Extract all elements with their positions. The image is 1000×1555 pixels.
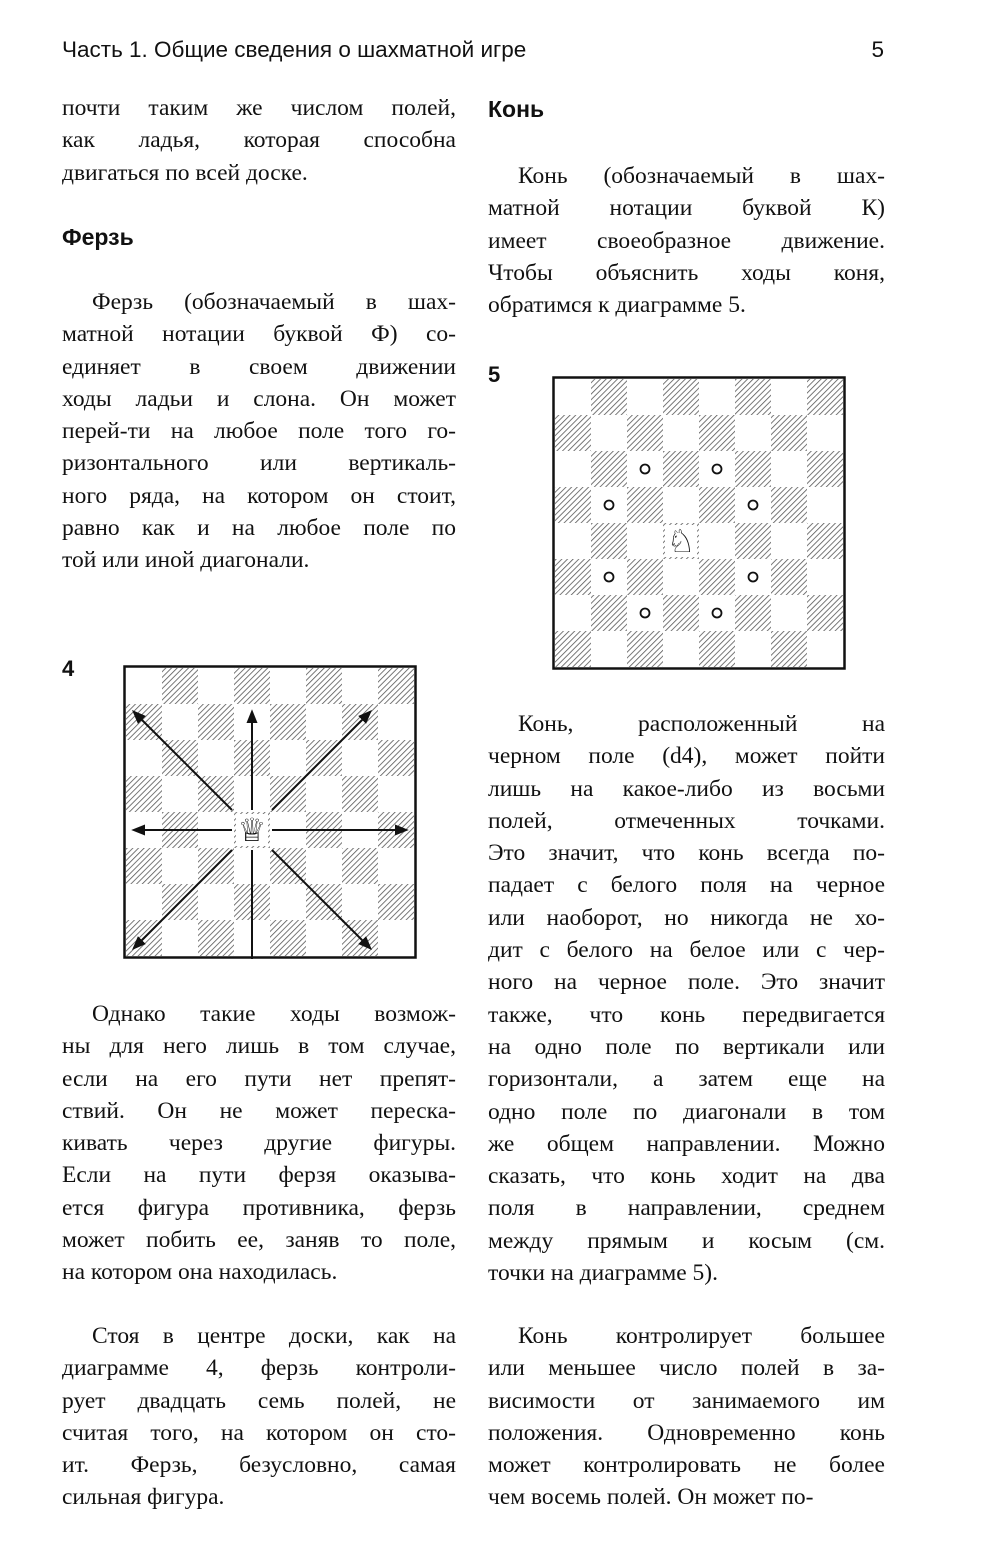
text-line: единяет в своем движении [62,353,456,380]
dark-square [342,848,378,884]
dark-square [555,415,591,451]
dark-square [771,487,807,523]
dark-square [663,595,699,631]
queen-center-paragraph [62,1320,456,1514]
dark-square [270,920,306,956]
text-line: Ферзь (обозначаемый в шах- [92,289,456,315]
text-line: Конь контролирует большее [518,1323,885,1349]
marked-square-dot [641,609,650,618]
dark-square [627,415,663,451]
running-head [62,32,884,68]
marked-square-dot [605,573,614,582]
text-line: висимости от занимаемого им [488,1387,885,1414]
marked-square-dot [605,501,614,510]
knight-icon: ♘ [666,522,696,560]
text-line: одно поле по диагонали в том [488,1098,885,1125]
text-line: ствий. Он не может переска- [62,1097,456,1124]
dark-square [699,487,735,523]
dark-square [699,415,735,451]
text-line: Чтобы объяснить ходы коня, [488,259,885,286]
dark-square [591,595,627,631]
dark-square [198,704,234,740]
text-line: полей, отмеченных точками. [488,807,885,834]
text-line: горизонтали, а затем еще на [488,1066,885,1093]
diagram-5-board [552,376,846,670]
dark-square [627,487,663,523]
text-line: между прямым и косым (см. [488,1227,885,1254]
dark-square [699,559,735,595]
dark-square [378,740,414,776]
dark-square [378,668,414,704]
dark-square [771,631,807,667]
dark-square [807,595,843,631]
dark-square [555,631,591,667]
dark-square [735,595,771,631]
dark-square [771,559,807,595]
dark-square [306,668,342,704]
text-line: ризонтального или вертикаль- [62,450,456,477]
dark-square [735,379,771,415]
knight-moves-paragraph [488,708,885,1289]
text-line: на одно поле по вертикали или [488,1033,885,1060]
text-line: Стоя в центре доски, как на [92,1323,456,1349]
text-line: равно как и на любое поле по [62,515,456,542]
text-line: может контролировать не более [488,1452,885,1479]
text-line: матной нотации буквой К) [488,195,885,222]
dark-square [591,523,627,559]
marked-square-dot [713,609,722,618]
dark-square [699,631,735,667]
dark-square [663,451,699,487]
dark-square [342,776,378,812]
text-line: матной нотации буквой Ф) со- [62,321,456,348]
diagram-4-number: 4 [62,656,75,681]
text-line: ется фигура противника, ферзь [62,1194,456,1221]
dark-square [627,631,663,667]
dark-square [807,379,843,415]
queen-paragraph [62,286,456,577]
text-line: сказать, что конь ходит на два [488,1163,885,1190]
text-line: Это значит, что конь всегда по- [488,840,885,867]
text-line: имеет своеобразное движение. [488,227,885,254]
dark-square [234,668,270,704]
dark-square [627,559,663,595]
queen-moves-paragraph [62,998,456,1289]
text-line: двигаться по всей доске. [62,159,308,186]
marked-square-dot [749,573,758,582]
left-intro-paragraph [62,92,456,189]
text-line: перей-ти на любое поле того го- [62,418,456,445]
text-line: на котором она находилась. [62,1259,338,1286]
text-line: может побить ее, заняв то поле, [62,1227,456,1254]
knight-control-paragraph [488,1320,885,1514]
dark-square [591,451,627,487]
text-line: точки на диаграмме 5). [488,1260,718,1287]
text-line: же общем направлении. Можно [488,1130,885,1157]
marked-square-dot [713,465,722,474]
text-line: Однако такие ходы возмож- [92,1001,456,1027]
text-line: ного на черное поле. Это значит [488,969,885,996]
text-line: черном поле (d4), может пойти [488,743,885,770]
text-line: дит с белого на белое или с чер- [488,937,885,964]
text-line: также, что конь передвигается [488,1001,885,1028]
text-line: ного ряда, на котором он стоит, [62,482,456,509]
text-line: обратимся к диаграмме 5. [488,292,746,319]
text-line: рует двадцать семь полей, не [62,1387,456,1414]
dark-square [126,776,162,812]
text-line: как ладья, которая способна [62,127,456,154]
text-line: ны для него лишь в том случае, [62,1033,456,1060]
text-line: почти таким же числом полей, [62,95,456,121]
knight-heading: Конь [488,96,545,122]
text-line: Конь, расположенный на [518,711,885,737]
text-line: Если на пути ферзя оказыва- [62,1162,456,1189]
text-line: ит. Ферзь, безусловно, самая [62,1452,456,1479]
text-line: сильная фигура. [62,1484,225,1511]
queen-icon: ♕ [237,811,267,849]
dark-square [807,523,843,559]
marked-square-dot [749,501,758,510]
dark-square [378,884,414,920]
text-line: той или иной диагонали. [62,547,310,574]
marked-square-dot [641,465,650,474]
text-line: лишь на какое-либо из восьми [488,775,885,802]
knight-intro-paragraph [488,160,885,321]
dark-square [555,487,591,523]
dark-square [126,848,162,884]
diagram-4-board [123,665,417,959]
text-line: ходы ладьи и слона. Он может [62,385,456,412]
text-line: считая того, на котором он сто- [62,1419,456,1446]
text-line: кивать через другие фигуры. [62,1130,456,1157]
text-line: положения. Одновременно конь [488,1419,885,1446]
running-head-title: Часть 1. Общие сведения о шахматной игре [62,37,527,62]
text-line: или наоборот, но никогда не хо- [488,904,885,931]
dark-square [735,523,771,559]
queen-heading: Ферзь [62,224,134,250]
dark-square [270,704,306,740]
text-line: если на его пути нет препят- [62,1065,456,1092]
page-number: 5 [871,37,884,62]
diagram-5-svg [552,376,846,670]
dark-square [807,451,843,487]
text-line: чем восемь полей. Он может по- [488,1484,814,1511]
dark-square [663,379,699,415]
text-line: диаграмме 4, ферзь контроли- [62,1355,456,1382]
diagram-5-number: 5 [488,362,501,387]
diagram-4-svg [123,665,417,959]
dark-square [555,559,591,595]
dark-square [591,379,627,415]
dark-square [735,451,771,487]
text-line: или меньшее число полей в за- [488,1355,885,1382]
text-line: падает с белого поля на черное [488,872,885,899]
text-line: Конь (обозначаемый в шах- [518,163,885,189]
dark-square [771,415,807,451]
text-line: поля в направлении, среднем [488,1195,885,1222]
dark-square [162,668,198,704]
dark-square [198,920,234,956]
